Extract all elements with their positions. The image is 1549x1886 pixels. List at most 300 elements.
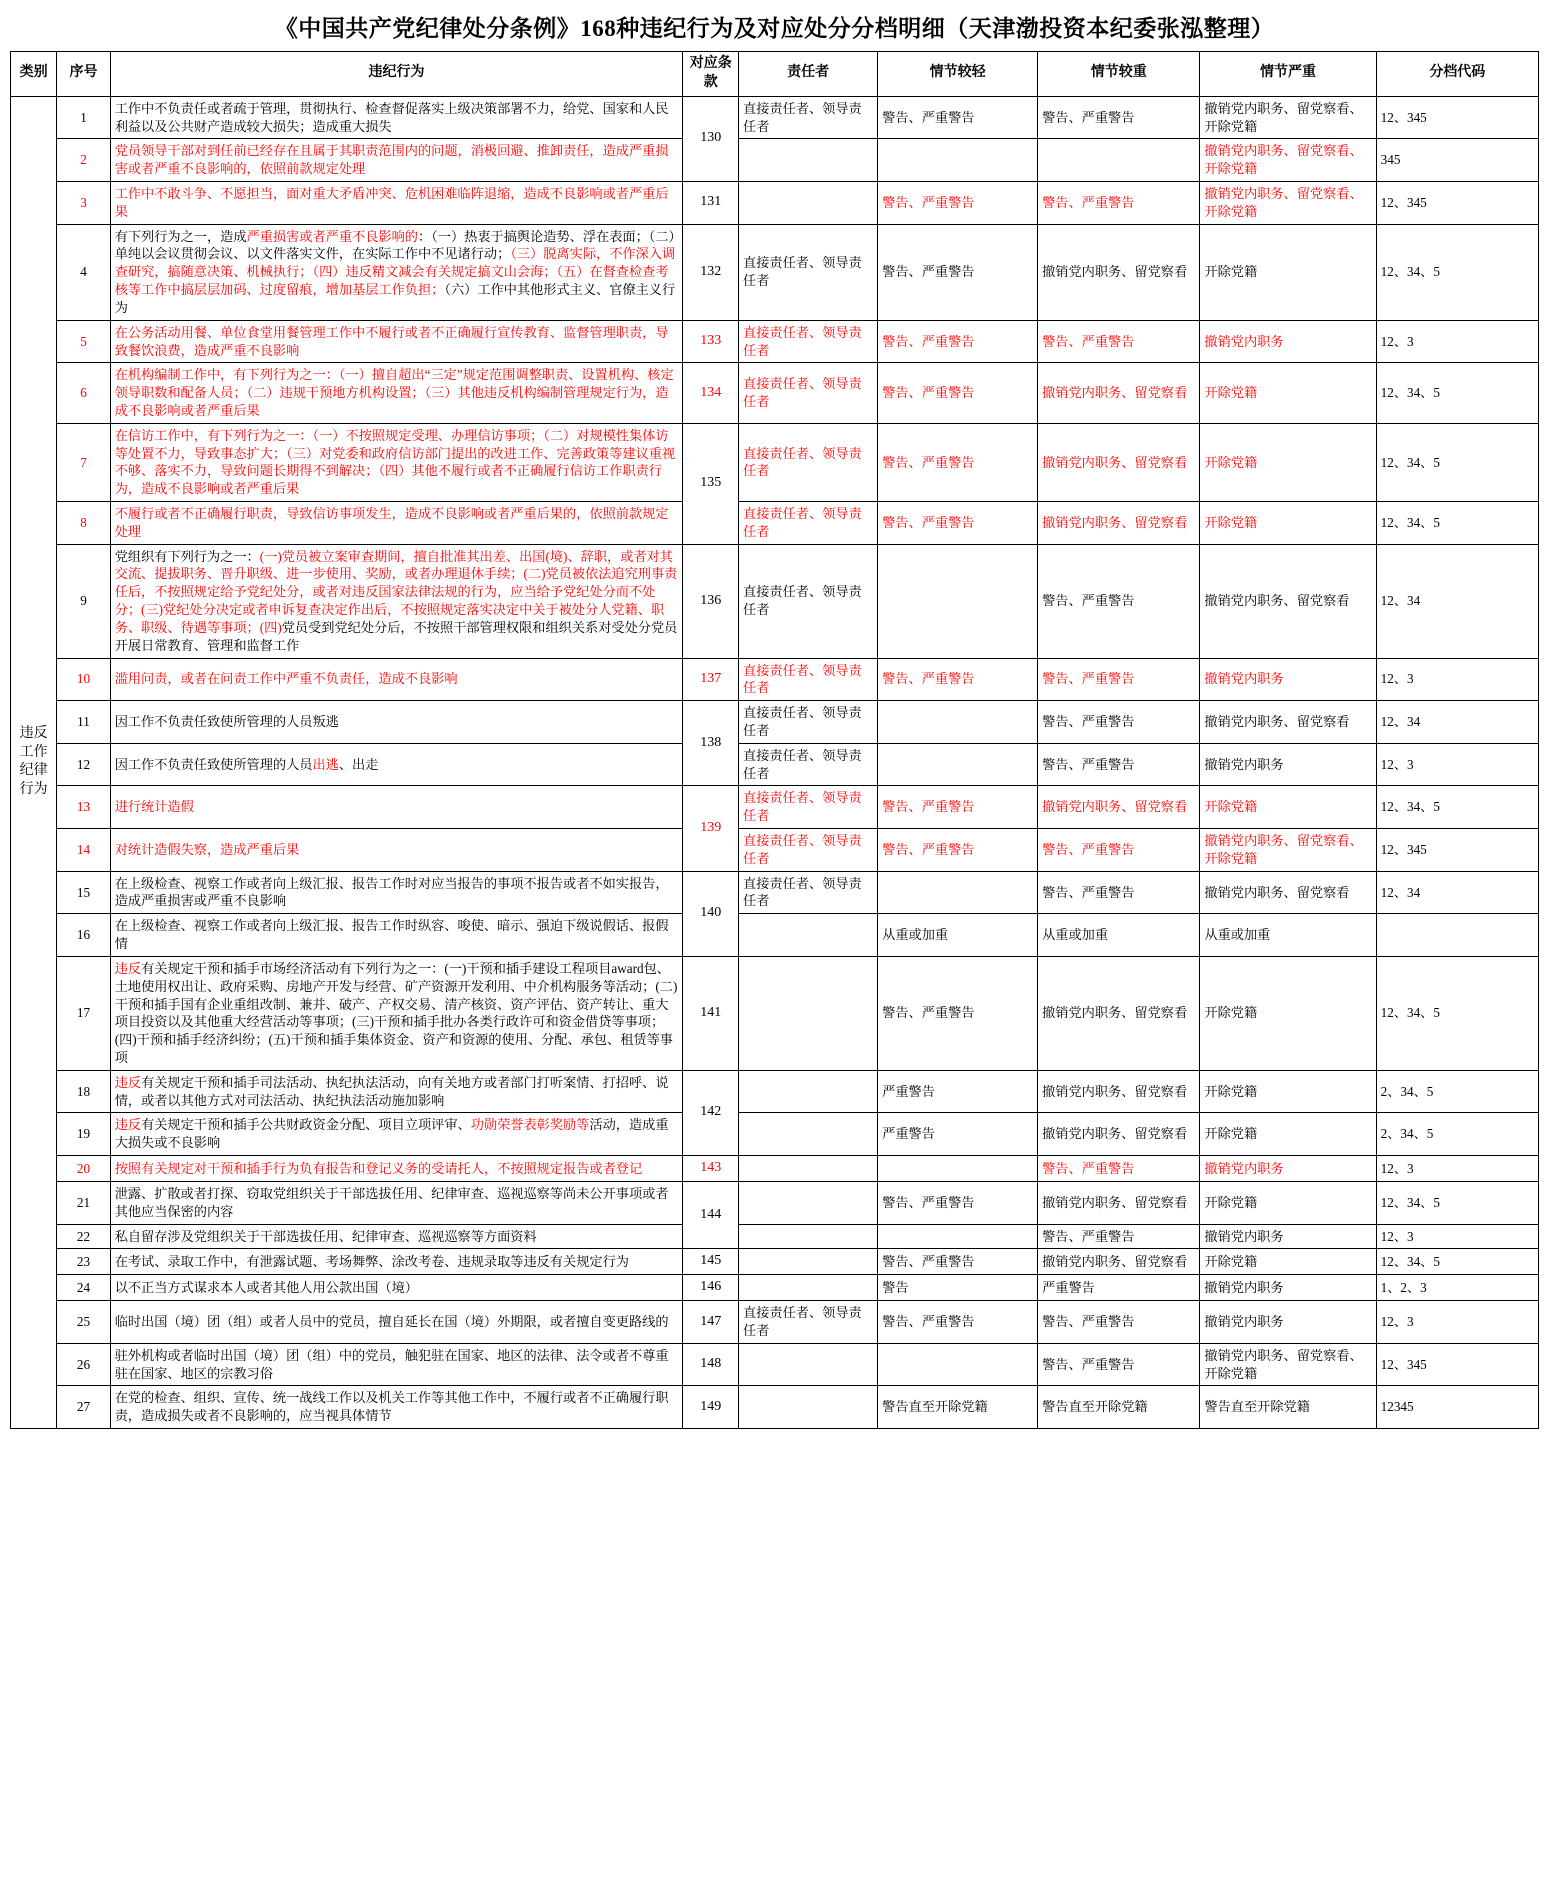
table-row: [11, 544, 1539, 658]
responsible-cell: [739, 96, 878, 139]
row-index: 4: [57, 224, 110, 320]
penalty-severe-cell: [1200, 320, 1376, 363]
row-index: 16: [57, 914, 110, 957]
penalty-light-text: 警告、严重警告: [882, 333, 975, 349]
penalty-severe-text: 开除党籍: [1204, 454, 1258, 470]
clause-cell: 132: [683, 224, 739, 320]
table-row: [11, 1113, 1539, 1156]
code-cell: [1376, 701, 1538, 744]
behavior-text: 违反有关规定干预和插手公共财政资金分配、项目立项评审、功勋荣誉表彰奖励等活动，造成重大损失或不良影响: [114, 1117, 669, 1151]
penalty-severe-cell: [1200, 423, 1376, 501]
table-row: [11, 502, 1539, 545]
penalty-severe-text: 撤销党内职务、留党察看、开除党籍: [1204, 186, 1363, 219]
row-index: 5: [57, 320, 110, 363]
clause-cell: 140: [683, 871, 739, 956]
responsible-cell: [739, 544, 878, 658]
behavior-cell: [110, 363, 683, 423]
code-cell: [1376, 1156, 1538, 1182]
penalty-light-cell: [878, 701, 1038, 744]
penalty-heavy-cell: [1038, 914, 1200, 957]
penalty-severe-cell: [1200, 1249, 1376, 1275]
behavior-cell: [110, 829, 683, 872]
penalty-severe-text: 开除党籍: [1204, 1194, 1258, 1210]
penalty-heavy-text: 撤销党内职务、留党察看: [1042, 1253, 1188, 1269]
penalty-heavy-cell: [1038, 320, 1200, 363]
responsible-text: 直接责任者、领导责任者: [743, 100, 862, 134]
penalty-severe-text: 撤销党内职务、留党察看、开除党籍: [1204, 100, 1363, 134]
row-index: 14: [57, 829, 110, 872]
penalty-severe-cell: [1200, 224, 1376, 320]
penalty-severe-text: 撤销党内职务、留党察看、开除党籍: [1204, 143, 1363, 177]
penalty-light-cell: [878, 956, 1038, 1070]
responsible-cell: [739, 743, 878, 786]
row-index: 19: [57, 1113, 110, 1156]
penalty-heavy-text: 撤销党内职务、留党察看: [1042, 385, 1188, 401]
behavior-cell: [110, 1156, 683, 1182]
penalty-heavy-cell: [1038, 829, 1200, 872]
penalty-light-cell: [878, 96, 1038, 139]
code-text: 12、3: [1380, 1228, 1414, 1244]
code-text: 12、3: [1380, 671, 1414, 687]
behavior-text: 因工作不负责任致使所管理的人员出逃、出走: [114, 756, 379, 772]
penalty-heavy-text: 撤销党内职务、留党察看: [1042, 454, 1188, 470]
behavior-text: 按照有关规定对干预和插手行为负有报告和登记义务的受请托人，不按照规定报告或者登记: [114, 1160, 643, 1176]
penalty-light-cell: [878, 658, 1038, 701]
code-cell: [1376, 1249, 1538, 1275]
row-index: 1: [57, 96, 110, 139]
responsible-cell: [739, 829, 878, 872]
table-row: [11, 1181, 1539, 1224]
behavior-cell: [110, 956, 683, 1070]
behavior-cell: [110, 1070, 683, 1113]
page-title: 《中国共产党纪律处分条例》168种违纪行为及对应处分分档明细（天津渤投资本纪委张泓整理）: [274, 16, 1275, 41]
penalty-severe-cell: [1200, 871, 1376, 914]
table-row: [11, 871, 1539, 914]
column-header-clause: 对应条款: [683, 52, 739, 97]
penalty-heavy-cell: [1038, 1156, 1200, 1182]
code-text: 12、34、5: [1380, 514, 1440, 530]
penalty-heavy-text: 从重或加重: [1042, 927, 1109, 943]
behavior-text: 有下列行为之一，造成严重损害或者严重不良影响的：（一）热衷于搞舆论造势、浮在表面；（二）单纯以会议贯彻会议、以文件落实文件，在实际工作中不见诸行动；（三）脱离实际，不作深入调查研究，搞随意决策、机械执行；（四）违反精文减会有关规定搞文山会海；（五）在督查检查考核等工作中搞层层加码、过度留痕，增加基层工作负担；（六）工作中其他形式主义、官僚主义行为: [114, 228, 676, 315]
penalty-heavy-text: 警告、严重警告: [1042, 194, 1135, 210]
table-row: [11, 1301, 1539, 1344]
penalty-heavy-cell: [1038, 544, 1200, 658]
penalty-light-text: 警告直至开除党籍: [882, 1399, 988, 1415]
responsible-cell: [739, 1386, 878, 1429]
penalty-light-text: 警告、严重警告: [882, 799, 975, 815]
behavior-cell: [110, 1181, 683, 1224]
responsible-cell: [739, 956, 878, 1070]
penalty-light-text: 警告、严重警告: [882, 1005, 975, 1021]
behavior-cell: [110, 1275, 683, 1301]
column-header-light: 情节较轻: [878, 52, 1038, 97]
penalty-severe-cell: [1200, 914, 1376, 957]
penalty-light-text: 严重警告: [882, 1126, 935, 1142]
code-cell: [1376, 1386, 1538, 1429]
responsible-text: 直接责任者、领导责任者: [743, 747, 862, 781]
responsible-text: 直接责任者、领导责任者: [743, 324, 862, 358]
penalty-heavy-cell: [1038, 363, 1200, 423]
penalty-light-text: 警告、严重警告: [882, 1253, 975, 1269]
penalty-heavy-text: 撤销党内职务、留党察看: [1042, 1083, 1188, 1099]
responsible-text: 直接责任者、领导责任者: [743, 445, 862, 479]
responsible-cell: [739, 658, 878, 701]
penalty-heavy-cell: [1038, 423, 1200, 501]
row-index: 27: [57, 1386, 110, 1429]
penalty-light-text: 警告、严重警告: [882, 109, 975, 125]
row-index: 25: [57, 1301, 110, 1344]
penalty-severe-cell: [1200, 544, 1376, 658]
penalty-severe-cell: [1200, 1224, 1376, 1249]
code-text: 2、34、5: [1380, 1126, 1434, 1142]
code-cell: [1376, 363, 1538, 423]
penalty-heavy-text: 警告、严重警告: [1042, 671, 1135, 687]
behavior-text: 工作中不负责任或者疏于管理，贯彻执行、检查督促落实上级决策部署不力，给党、国家和人民利益以及公共财产造成较大损失；造成重大损失: [114, 100, 669, 134]
code-cell: [1376, 320, 1538, 363]
penalty-heavy-cell: [1038, 1181, 1200, 1224]
responsible-cell: [739, 224, 878, 320]
table-header: [11, 52, 1539, 97]
penalty-light-cell: [878, 786, 1038, 829]
code-cell: [1376, 956, 1538, 1070]
penalty-heavy-text: 警告、严重警告: [1042, 1228, 1135, 1244]
table-row: [11, 1224, 1539, 1249]
table-row: [11, 363, 1539, 423]
behavior-cell: [110, 1249, 683, 1275]
penalty-severe-cell: [1200, 1301, 1376, 1344]
penalty-heavy-cell: [1038, 956, 1200, 1070]
penalty-severe-cell: [1200, 139, 1376, 182]
code-cell: [1376, 1113, 1538, 1156]
penalty-heavy-text: 撤销党内职务、留党察看: [1042, 514, 1188, 530]
penalty-heavy-cell: [1038, 139, 1200, 182]
code-cell: [1376, 1301, 1538, 1344]
code-text: 12、34、5: [1380, 264, 1440, 280]
table-row: [11, 658, 1539, 701]
responsible-text: 直接责任者、领导责任者: [743, 376, 862, 410]
behavior-text: 在考试、录取工作中，有泄露试题、考场舞弊、涂改考卷、违规录取等违反有关规定行为: [114, 1253, 629, 1269]
code-cell: [1376, 544, 1538, 658]
responsible-cell: [739, 1275, 878, 1301]
code-cell: [1376, 182, 1538, 225]
penalty-severe-text: 撤销党内职务、留党察看、开除党籍: [1204, 833, 1363, 866]
penalty-light-text: 警告、严重警告: [882, 841, 975, 857]
penalty-heavy-text: 撤销党内职务、留党察看: [1042, 1126, 1188, 1142]
responsible-cell: [739, 786, 878, 829]
clause-cell: 146: [683, 1275, 739, 1301]
responsible-cell: [739, 1301, 878, 1344]
code-cell: [1376, 786, 1538, 829]
penalty-heavy-cell: [1038, 1224, 1200, 1249]
behavior-cell: [110, 914, 683, 957]
behavior-cell: [110, 423, 683, 501]
code-text: 12、3: [1380, 1160, 1414, 1176]
penalty-severe-text: 开除党籍: [1204, 385, 1258, 401]
table-row: [11, 1249, 1539, 1275]
table-row: [11, 139, 1539, 182]
behavior-cell: [110, 1224, 683, 1249]
table-row: [11, 956, 1539, 1070]
behavior-cell: [110, 1113, 683, 1156]
clause-cell: 134: [683, 363, 739, 423]
penalty-light-text: 警告: [882, 1279, 909, 1295]
discipline-table: [10, 51, 1539, 1429]
row-index: 11: [57, 701, 110, 744]
clause-cell: 143: [683, 1156, 739, 1182]
behavior-text: 以不正当方式谋求本人或者其他人用公款出国（境）: [114, 1279, 418, 1295]
code-text: 12、34、5: [1380, 1005, 1440, 1021]
row-index: 9: [57, 544, 110, 658]
code-cell: [1376, 829, 1538, 872]
penalty-light-cell: [878, 914, 1038, 957]
code-cell: [1376, 224, 1538, 320]
responsible-cell: [739, 1249, 878, 1275]
code-text: 12、3: [1380, 1314, 1414, 1330]
behavior-cell: [110, 658, 683, 701]
column-header-responsible: 责任者: [739, 52, 878, 97]
table-row: [11, 1386, 1539, 1429]
code-text: 12、345: [1380, 109, 1427, 125]
code-cell: [1376, 1224, 1538, 1249]
penalty-heavy-cell: [1038, 701, 1200, 744]
behavior-text: 临时出国（境）团（组）或者人员中的党员，擅自延长在国（境）外期限，或者擅自变更路线的: [114, 1314, 669, 1330]
code-cell: [1376, 423, 1538, 501]
penalty-heavy-text: 警告、严重警告: [1042, 1160, 1135, 1176]
code-text: 345: [1380, 152, 1401, 168]
penalty-severe-text: 撤销党内职务: [1204, 1314, 1284, 1330]
penalty-heavy-cell: [1038, 224, 1200, 320]
penalty-severe-text: 开除党籍: [1204, 514, 1258, 530]
penalty-light-text: 严重警告: [882, 1083, 935, 1099]
table-row: [11, 1156, 1539, 1182]
code-text: 12、345: [1380, 194, 1427, 210]
table-body: [11, 96, 1539, 1428]
penalty-heavy-text: 警告、严重警告: [1042, 714, 1135, 730]
penalty-light-cell: [878, 182, 1038, 225]
behavior-text: 在信访工作中，有下列行为之一：（一）不按照规定受理、办理信访事项；（二）对规模性集体访等处置不力，导致事态扩大；（三）对党委和政府信访部门提出的改进工作、完善政策等建议重视不够、落实不力，导致问题长期得不到解决；（四）其他不履行或者不正确履行信访工作职责行为，造成不良影响或者严重后果: [114, 427, 676, 497]
clause-cell: 141: [683, 956, 739, 1070]
penalty-heavy-text: 警告、严重警告: [1042, 1314, 1135, 1330]
penalty-light-cell: [878, 1386, 1038, 1429]
penalty-heavy-cell: [1038, 502, 1200, 545]
table-row: [11, 320, 1539, 363]
penalty-severe-text: 撤销党内职务: [1204, 756, 1284, 772]
penalty-heavy-cell: [1038, 1343, 1200, 1386]
penalty-severe-text: 开除党籍: [1204, 1253, 1258, 1269]
row-index: 7: [57, 423, 110, 501]
table-row: [11, 96, 1539, 139]
behavior-cell: [110, 224, 683, 320]
penalty-severe-cell: [1200, 1181, 1376, 1224]
clause-cell: 138: [683, 701, 739, 786]
row-index: 3: [57, 182, 110, 225]
behavior-cell: [110, 182, 683, 225]
clause-cell: 136: [683, 544, 739, 658]
penalty-severe-text: 开除党籍: [1204, 264, 1258, 280]
behavior-text: 进行统计造假: [114, 799, 194, 815]
penalty-heavy-cell: [1038, 786, 1200, 829]
row-index: 26: [57, 1343, 110, 1386]
code-cell: [1376, 502, 1538, 545]
behavior-cell: [110, 1386, 683, 1429]
behavior-text: 党组织有下列行为之一：(一)党员被立案审查期间，擅自批准其出差、出国(境)、辞职，或者对其交流、提拔职务、晋升职级、进一步使用、奖励，或者办理退休手续；(二)党员被依法追究刑事责任后，不按照规定给予党纪处分，或者对违反国家法律法规的行为，应当给予党纪处分而不处分；(三)党纪处分决定或者申诉复查决定作出后，不按照规定落实决定中关于被处分人党籍、职务、职级、待遇等事项；(四)党员受到党纪处分后，不按照干部管理权限和组织关系对受处分党员开展日常教育、管理和监督工作: [114, 548, 678, 653]
row-index: 23: [57, 1249, 110, 1275]
code-cell: [1376, 1070, 1538, 1113]
responsible-cell: [739, 320, 878, 363]
row-index: 13: [57, 786, 110, 829]
penalty-light-text: 警告、严重警告: [882, 194, 975, 210]
penalty-heavy-cell: [1038, 96, 1200, 139]
behavior-cell: [110, 544, 683, 658]
behavior-text: 在党的检查、组织、宣传、统一战线工作以及机关工作等其他工作中，不履行或者不正确履行职责，造成损失或者不良影响的，应当视具体情节: [114, 1390, 669, 1424]
penalty-severe-text: 开除党籍: [1204, 1083, 1258, 1099]
penalty-heavy-text: 严重警告: [1042, 1279, 1095, 1295]
penalty-severe-text: 警告直至开除党籍: [1204, 1399, 1310, 1415]
table-row: [11, 786, 1539, 829]
row-index: 6: [57, 363, 110, 423]
penalty-severe-cell: [1200, 743, 1376, 786]
penalty-light-cell: [878, 502, 1038, 545]
penalty-light-cell: [878, 871, 1038, 914]
responsible-cell: [739, 182, 878, 225]
code-cell: [1376, 914, 1538, 957]
table-row: [11, 1070, 1539, 1113]
penalty-heavy-cell: [1038, 658, 1200, 701]
penalty-heavy-text: 警告、严重警告: [1042, 841, 1135, 857]
penalty-severe-text: 开除党籍: [1204, 1005, 1258, 1021]
responsible-cell: [739, 1070, 878, 1113]
penalty-light-cell: [878, 423, 1038, 501]
responsible-text: 直接责任者、领导责任者: [743, 1305, 862, 1338]
penalty-heavy-cell: [1038, 1249, 1200, 1275]
penalty-severe-text: 撤销党内职务: [1204, 333, 1284, 349]
penalty-light-cell: [878, 1249, 1038, 1275]
responsible-cell: [739, 1113, 878, 1156]
code-text: 12、34: [1380, 884, 1421, 900]
behavior-text: 在上级检查、视察工作或者向上级汇报、报告工作时纵容、唆使、暗示、强迫下级说假话、报假情: [114, 918, 669, 952]
code-text: 12、34、5: [1380, 385, 1440, 401]
penalty-light-text: 警告、严重警告: [882, 514, 975, 530]
table-row: [11, 743, 1539, 786]
responsible-text: 直接责任者、领导责任者: [743, 705, 862, 738]
penalty-severe-cell: [1200, 502, 1376, 545]
penalty-severe-cell: [1200, 1343, 1376, 1386]
row-index: 20: [57, 1156, 110, 1182]
penalty-heavy-cell: [1038, 1386, 1200, 1429]
behavior-text: 党员领导干部对到任前已经存在且属于其职责范围内的问题，消极回避、推卸责任，造成严重损害或者严重不良影响的，依照前款规定处理: [114, 143, 669, 177]
penalty-heavy-text: 撤销党内职务、留党察看: [1042, 1005, 1188, 1021]
code-cell: [1376, 658, 1538, 701]
penalty-light-cell: [878, 1070, 1038, 1113]
clause-cell: 137: [683, 658, 739, 701]
behavior-text: 泄露、扩散或者打探、窃取党组织关于干部选拔任用、纪律审查、巡视巡察等尚未公开事项或者其他应当保密的内容: [114, 1185, 669, 1219]
penalty-heavy-cell: [1038, 871, 1200, 914]
code-text: 12、3: [1380, 333, 1414, 349]
penalty-severe-cell: [1200, 363, 1376, 423]
penalty-severe-cell: [1200, 956, 1376, 1070]
behavior-text: 违反有关规定干预和插手司法活动、执纪执法活动，向有关地方或者部门打听案情、打招呼、说情，或者以其他方式对司法活动、执纪执法活动施加影响: [114, 1074, 669, 1108]
penalty-light-cell: [878, 320, 1038, 363]
column-header-category: 类别: [11, 52, 57, 97]
clause-cell: 131: [683, 182, 739, 225]
penalty-severe-text: 撤销党内职务: [1204, 1228, 1284, 1244]
penalty-light-cell: [878, 139, 1038, 182]
behavior-cell: [110, 871, 683, 914]
penalty-light-text: 警告、严重警告: [882, 385, 975, 401]
behavior-cell: [110, 1301, 683, 1344]
behavior-text: 驻外机构或者临时出国（境）团（组）中的党员，触犯驻在国家、地区的法律、法令或者不尊重驻在国家、地区的宗教习俗: [114, 1347, 669, 1381]
behavior-text: 滥用问责，或者在问责工作中严重不负责任，造成不良影响: [114, 671, 458, 687]
behavior-text: 在上级检查、视察工作或者向上级汇报、报告工作时对应当报告的事项不报告或者不如实报告，造成严重损害或严重不良影响: [114, 875, 669, 909]
penalty-heavy-text: 警告、严重警告: [1042, 109, 1135, 125]
penalty-light-cell: [878, 1301, 1038, 1344]
penalty-heavy-cell: [1038, 1275, 1200, 1301]
penalty-severe-text: 撤销党内职务: [1204, 1160, 1284, 1176]
penalty-severe-cell: [1200, 829, 1376, 872]
code-cell: [1376, 96, 1538, 139]
responsible-text: 直接责任者、领导责任者: [743, 875, 862, 909]
responsible-cell: [739, 1156, 878, 1182]
penalty-severe-cell: [1200, 96, 1376, 139]
code-text: 12、34、5: [1380, 1194, 1440, 1210]
row-index: 17: [57, 956, 110, 1070]
row-index: 21: [57, 1181, 110, 1224]
column-header-code: 分档代码: [1376, 52, 1538, 97]
clause-cell: 145: [683, 1249, 739, 1275]
clause-cell: 149: [683, 1386, 739, 1429]
responsible-cell: [739, 139, 878, 182]
code-text: 12、34: [1380, 714, 1421, 730]
penalty-light-cell: [878, 1181, 1038, 1224]
responsible-cell: [739, 701, 878, 744]
clause-cell: 144: [683, 1181, 739, 1248]
code-text: 12、3: [1380, 756, 1414, 772]
behavior-text: 违反有关规定干预和插手市场经济活动有下列行为之一：(一)干预和插手建设工程项目award包、土地使用权出让、政府采购、房地产开发与经营、矿产资源开发利用、中介机构服务等活动；(二)干预和插手国有企业重组改制、兼并、破产、产权交易、清产核资、资产评估、资产转让、重大项目投资以及其他重大经营活动等事项；(三)干预和插手批办各类行政许可和资金借贷等事项；(四)干预和插手经济纠纷；(五)干预和插手集体资金、资产和资源的使用、分配、承包、租赁等事项: [114, 960, 678, 1065]
penalty-severe-cell: [1200, 1156, 1376, 1182]
code-text: 2、34、5: [1380, 1083, 1434, 1099]
code-text: 12345: [1380, 1399, 1414, 1415]
penalty-heavy-cell: [1038, 1070, 1200, 1113]
responsible-cell: [739, 363, 878, 423]
column-header-index: 序号: [57, 52, 110, 97]
responsible-text: 直接责任者、领导责任者: [743, 662, 862, 696]
penalty-severe-cell: [1200, 701, 1376, 744]
table-row: [11, 224, 1539, 320]
behavior-text: 在机构编制工作中，有下列行为之一：（一）擅自超出“三定”规定范围调整职责、设置机构、核定领导职数和配备人员；（二）违规干预地方机构设置；（三）其他违反机构编制管理规定行为，造成不良影响或者严重后果: [114, 367, 674, 418]
column-header-heavy: 情节较重: [1038, 52, 1200, 97]
penalty-light-cell: [878, 1156, 1038, 1182]
responsible-text: 直接责任者、领导责任者: [743, 790, 862, 824]
penalty-severe-text: 开除党籍: [1204, 799, 1258, 815]
code-text: 12、345: [1380, 841, 1427, 857]
penalty-heavy-text: 撤销党内职务、留党察看: [1042, 1194, 1188, 1210]
code-cell: [1376, 139, 1538, 182]
responsible-text: 直接责任者、领导责任者: [743, 506, 862, 539]
penalty-light-cell: [878, 1224, 1038, 1249]
penalty-severe-cell: [1200, 1113, 1376, 1156]
code-text: 12、34、5: [1380, 799, 1440, 815]
penalty-severe-cell: [1200, 1070, 1376, 1113]
penalty-light-cell: [878, 743, 1038, 786]
responsible-cell: [739, 502, 878, 545]
penalty-heavy-text: 警告、严重警告: [1042, 1356, 1135, 1372]
penalty-severe-cell: [1200, 1386, 1376, 1429]
code-cell: [1376, 1181, 1538, 1224]
behavior-text: 因工作不负责任致使所管理的人员叛逃: [114, 714, 339, 730]
penalty-light-cell: [878, 1113, 1038, 1156]
penalty-light-cell: [878, 1343, 1038, 1386]
behavior-text: 不履行或者不正确履行职责，导致信访事项发生，造成不良影响或者严重后果的，依照前款规定处理: [114, 506, 669, 539]
